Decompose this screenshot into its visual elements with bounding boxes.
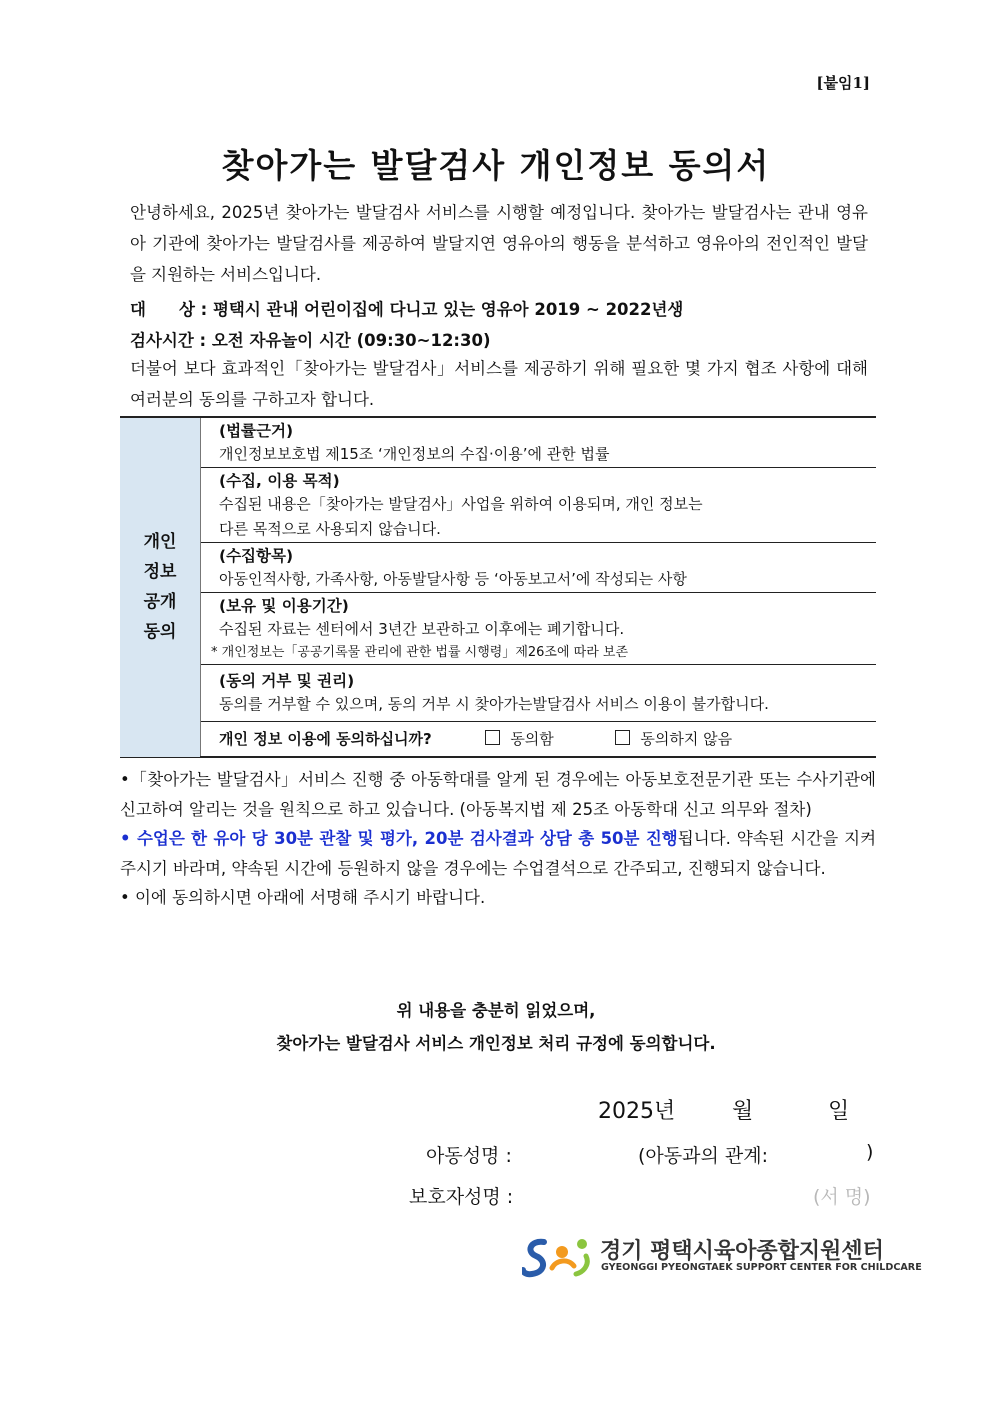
- section-heading: (보유 및 이용기간): [219, 597, 349, 615]
- section-text: 아동인적사항, 가족사항, 아동발달사항 등 ‘아동보고서’에 작성되는 사항: [219, 570, 687, 588]
- section-text: 다른 목적으로 사용되지 않습니다.: [219, 520, 441, 538]
- intro-paragraph: 안녕하세요, 2025년 찾아가는 발달검사 서비스를 시행할 예정입니다. 찾아가는 발달검사는 관내 영유아 기관에 찾아가는 발달검사를 제공하여 발달지연 영유아의 행동을 분석하고 영유아의 전인적인 발달을 지원하는 서비스입니다.: [130, 203, 868, 284]
- section-heading: (동의 거부 및 권리): [219, 672, 355, 690]
- agree-question-row: [201, 722, 877, 758]
- disagree-checkbox[interactable]: [615, 730, 630, 745]
- guardian-name-label: 보호자성명 :: [409, 1186, 514, 1208]
- label-line: 동의: [143, 622, 177, 643]
- section-text: 개인정보보호법 제15조 ‘개인정보의 수집·이용’에 관한 법률: [219, 445, 610, 463]
- label-line: 공개: [143, 592, 177, 613]
- bullet-child-abuse: •「찾아가는 발달검사」서비스 진행 중 아동학대를 알게 된 경우에는 아동보호전문기관 또는 수사기관에 신고하여 알리는 것을 원칙으로 하고 있습니다. (아동복지법 제 25조 아동학대 신고 의무와 절차): [120, 770, 876, 819]
- request-paragraph: 더불어 보다 효과적인「찾아가는 발달검사」서비스를 제공하기 위해 필요한 몇 가지 협조 사항에 대해 여러분의 동의를 구하고자 합니다.: [130, 359, 868, 409]
- section-heading: (수집, 이용 목적): [219, 472, 340, 490]
- time-line: 검사시간 : 오전 자유놀이 시간 (09:30~12:30): [130, 331, 491, 350]
- logo-name-kr: 경기 평택시육아종합지원센터: [600, 1239, 884, 1264]
- document-title: 찾아가는 발달검사 개인정보 동의서: [221, 146, 771, 185]
- date-day: 일: [828, 1099, 850, 1124]
- section-text: 동의를 거부할 수 있으며, 동의 거부 시 찾아가는발달검사 서비스 이용이 불가합니다.: [219, 695, 769, 713]
- consent-table: [120, 416, 876, 758]
- bullet-sign-request: • 이에 동의하시면 아래에 서명해 주시기 바랍니다.: [120, 888, 486, 907]
- section-items: [201, 543, 877, 593]
- target-line: 대 상 : 평택시 관내 어린이집에 다니고 있는 영유아 2019 ~ 2022년생: [130, 300, 684, 319]
- confirm-line-1: 위 내용을 충분히 읽었으며,: [396, 1001, 596, 1020]
- attachment-label: [붙임1]: [816, 74, 870, 92]
- bullet-session-rest: 됩니다. 약속된 시간을 지켜주시기 바라며, 약속된 시간에 등원하지 않을 경우에는 수업결석으로 간주되고, 진행되지 않습니다.: [120, 829, 877, 878]
- relation-label: (아동과의 관계:: [638, 1145, 768, 1167]
- agree-question: 개인 정보 이용에 동의하십니까?: [219, 730, 432, 748]
- label-line: 정보: [143, 562, 177, 583]
- child-name-label: 아동성명 :: [426, 1145, 512, 1167]
- section-heading: (수집항목): [219, 547, 294, 565]
- agree-option-label: 동의함: [510, 730, 554, 748]
- section-legal-basis: [201, 417, 877, 468]
- section-purpose: [201, 468, 877, 543]
- confirmation-text: [0, 994, 992, 1060]
- section-text: 수집된 자료는 센터에서 3년간 보관하고 이후에는 폐기합니다.: [219, 620, 625, 638]
- disagree-option-label: 동의하지 않음: [640, 730, 733, 748]
- label-line: 개인: [143, 532, 177, 553]
- section-refusal-rights: [201, 665, 877, 722]
- date-year: 2025년: [598, 1099, 676, 1124]
- section-text: 수집된 내용은「찾아가는 발달검사」사업을 위하여 이용되며, 개인 정보는: [219, 495, 703, 513]
- section-note: * 개인정보는「공공기록물 관리에 관한 법률 시행령」제26조에 따라 보존: [211, 645, 629, 660]
- signature-hint: (서 명): [813, 1186, 871, 1208]
- agree-checkbox[interactable]: [485, 730, 500, 745]
- logo-icon: [522, 1234, 594, 1280]
- date-month: 월: [732, 1099, 754, 1124]
- section-heading: (법률근거): [219, 422, 294, 440]
- disagree-option[interactable]: [615, 730, 732, 748]
- agree-option[interactable]: [485, 730, 553, 748]
- notice-bullets: [120, 765, 876, 913]
- bullet-session-highlight: • 수업은 한 유아 당 30분 관찰 및 평가, 20분 검사결과 상담 총 50분 진행: [120, 829, 678, 848]
- section-retention: [201, 593, 877, 665]
- relation-close: ): [866, 1141, 874, 1163]
- logo-name-en: GYEONGGI PYEONGTAEK SUPPORT CENTER FOR CHILDCARE: [601, 1262, 922, 1273]
- bullet-session: [120, 824, 876, 883]
- confirm-line-2: 찾아가는 발달검사 서비스 개인정보 처리 규정에 동의합니다.: [276, 1034, 716, 1053]
